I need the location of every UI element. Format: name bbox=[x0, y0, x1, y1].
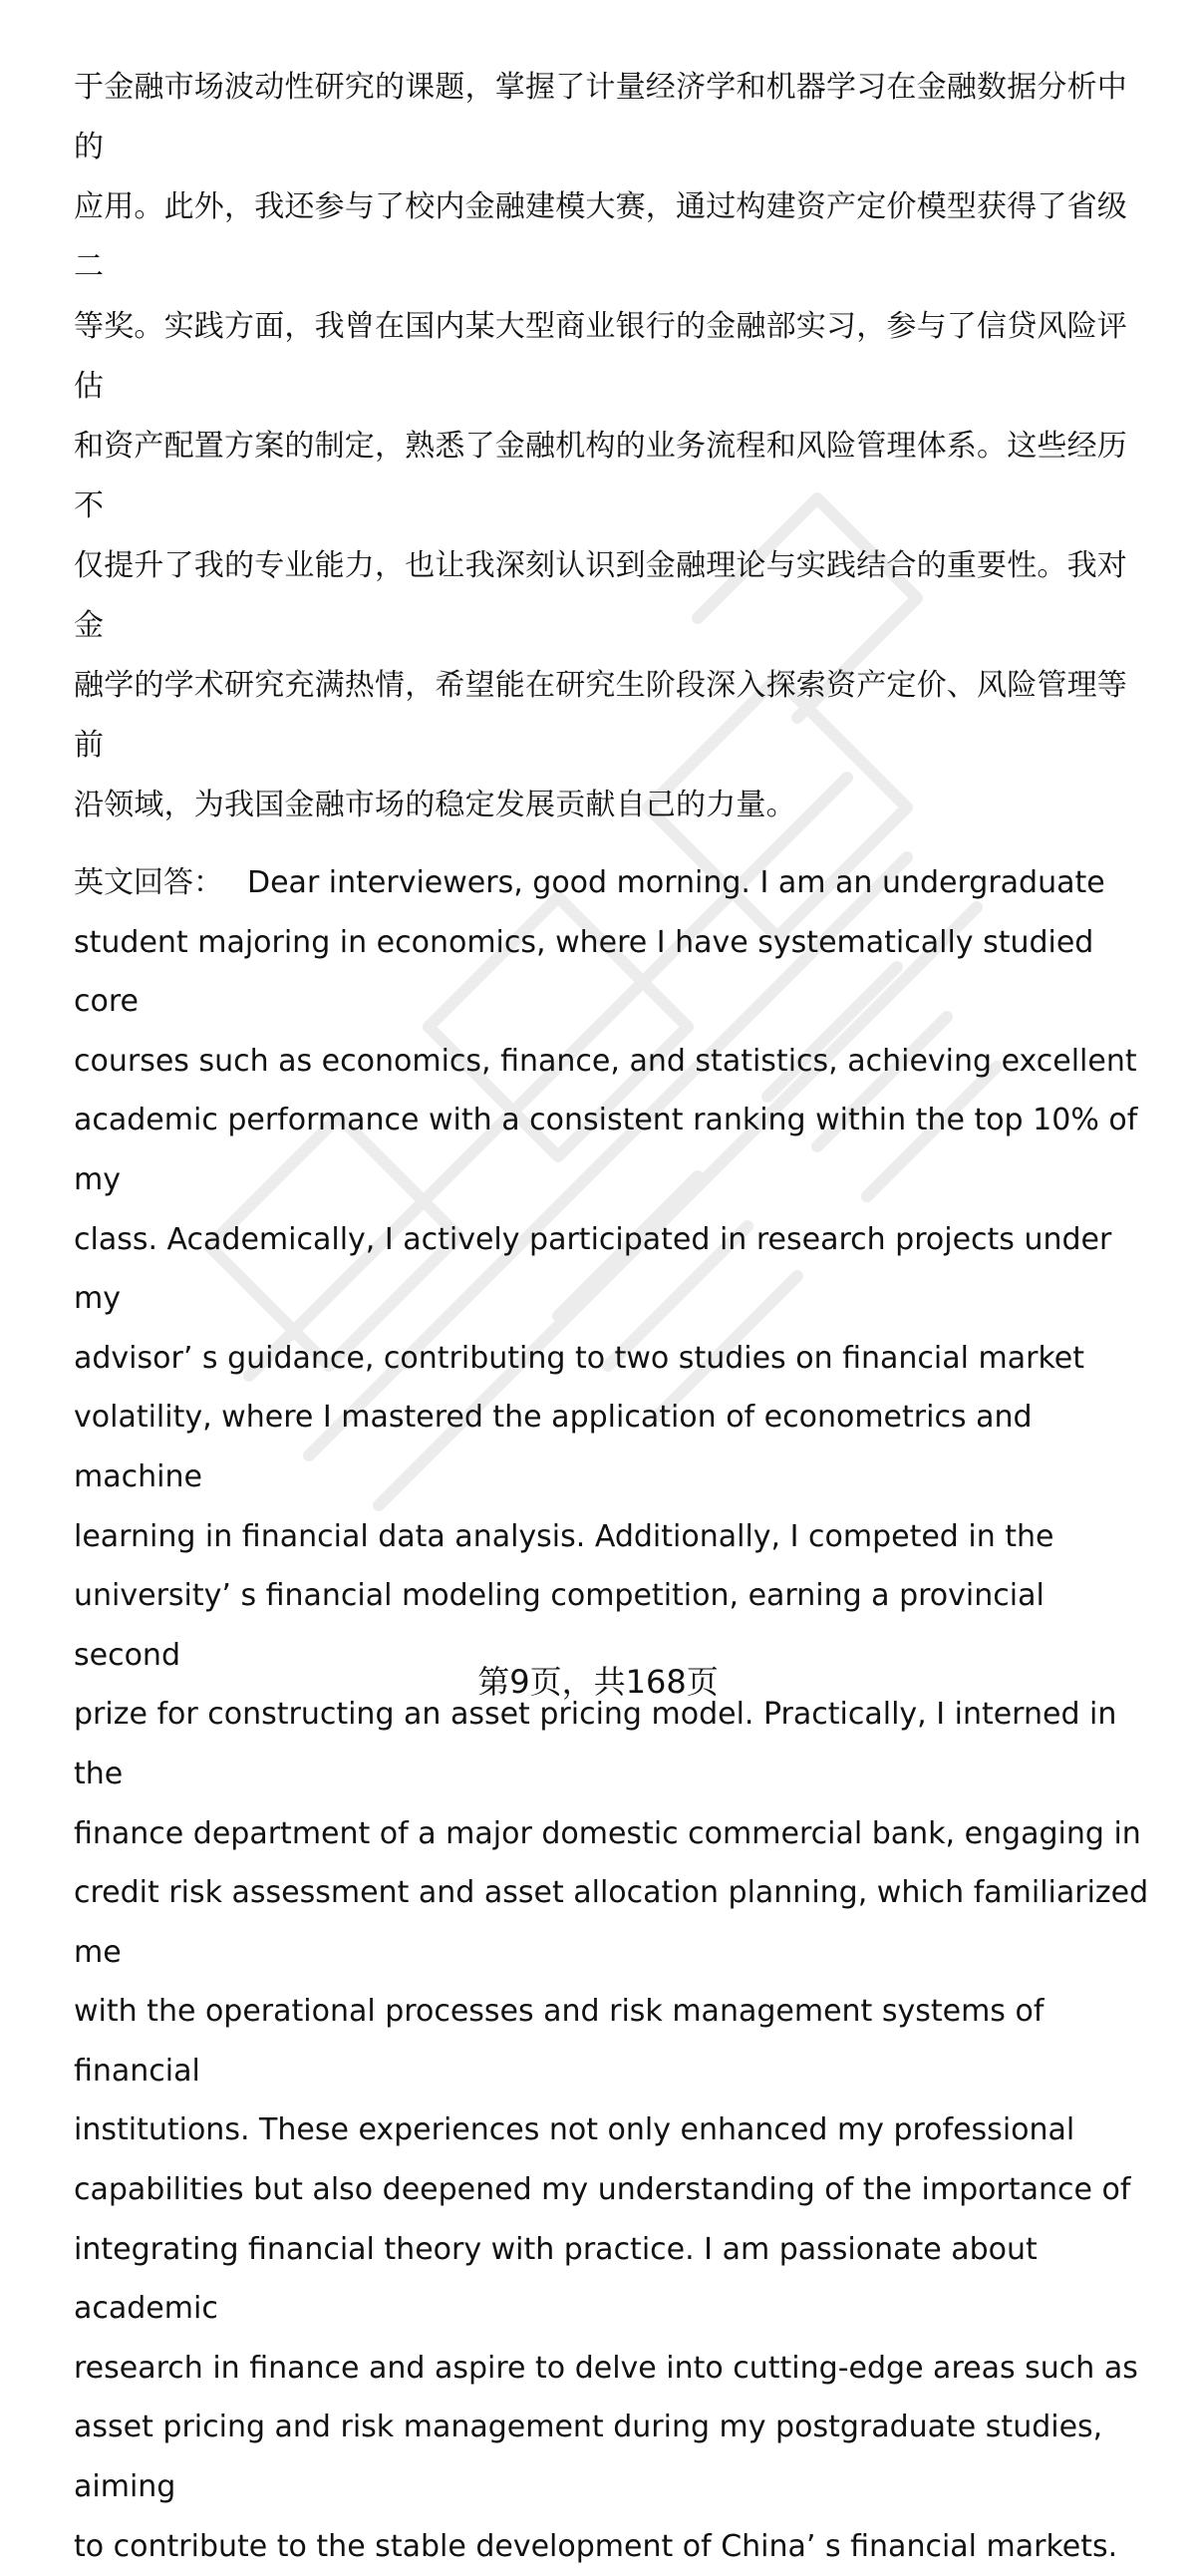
document-content bbox=[74, 58, 1150, 2576]
english-answer-label: 英文回答： bbox=[74, 865, 223, 900]
english-answer-paragraph bbox=[74, 853, 1150, 2576]
english-answer-text: Dear interviewers, good morning. I am an undergraduate student majoring in economics, where I have systematically studied core courses such as economics, finance, and statistics, achieving excellent academic performance with a consistent ranking within the top 10% of my class. Academically, I actively participated in research projects under my advisor’ s guidance, contributing to two studies on financial market volatility, where I mastered the application of econometrics and machine learning in financial data analysis. Additionally, I competed in the university’ s financial modeling competition, earning a provincial second prize for constructing an asset pricing model. Practically, I interned in the finance department of a major domestic commercial bank, engaging in credit risk assessment and asset allocation planning, which familiarized me with the operational processes and risk management systems of financial institutions. These experiences not only enhanced my professional capabilities but also deepened my understanding of the importance of integrating financial theory with practice. I am passionate about academic research in finance and aspire to delve into cutting-edge areas such as asset pricing and risk management during my postgraduate studies, aiming to contribute to the stable development of China’ s financial markets. bbox=[74, 865, 1149, 2564]
chinese-answer-paragraph: 于金融市场波动性研究的课题，掌握了计量经济学和机器学习在金融数据分析中的 应用。此外，我还参与了校内金融建模大赛，通过构建资产定价模型获得了省级二 等奖。实践方面，我曾在国内某大型商业银行的金融部实习，参与了信贷风险评估 和资产配置方案的制定，熟悉了金融机构的业务流程和风险管理体系。这些经历不 仅提升了我的专业能力，也让我深刻认识到金融理论与实践结合的重要性。我对金 融学的学术研究充满热情，希望能在研究生阶段深入探索资产定价、风险管理等前 沿领域，为我国金融市场的稳定发展贡献自己的力量。 bbox=[74, 70, 1127, 822]
page-number-footer: 第9页，共168页 bbox=[477, 1663, 719, 1701]
